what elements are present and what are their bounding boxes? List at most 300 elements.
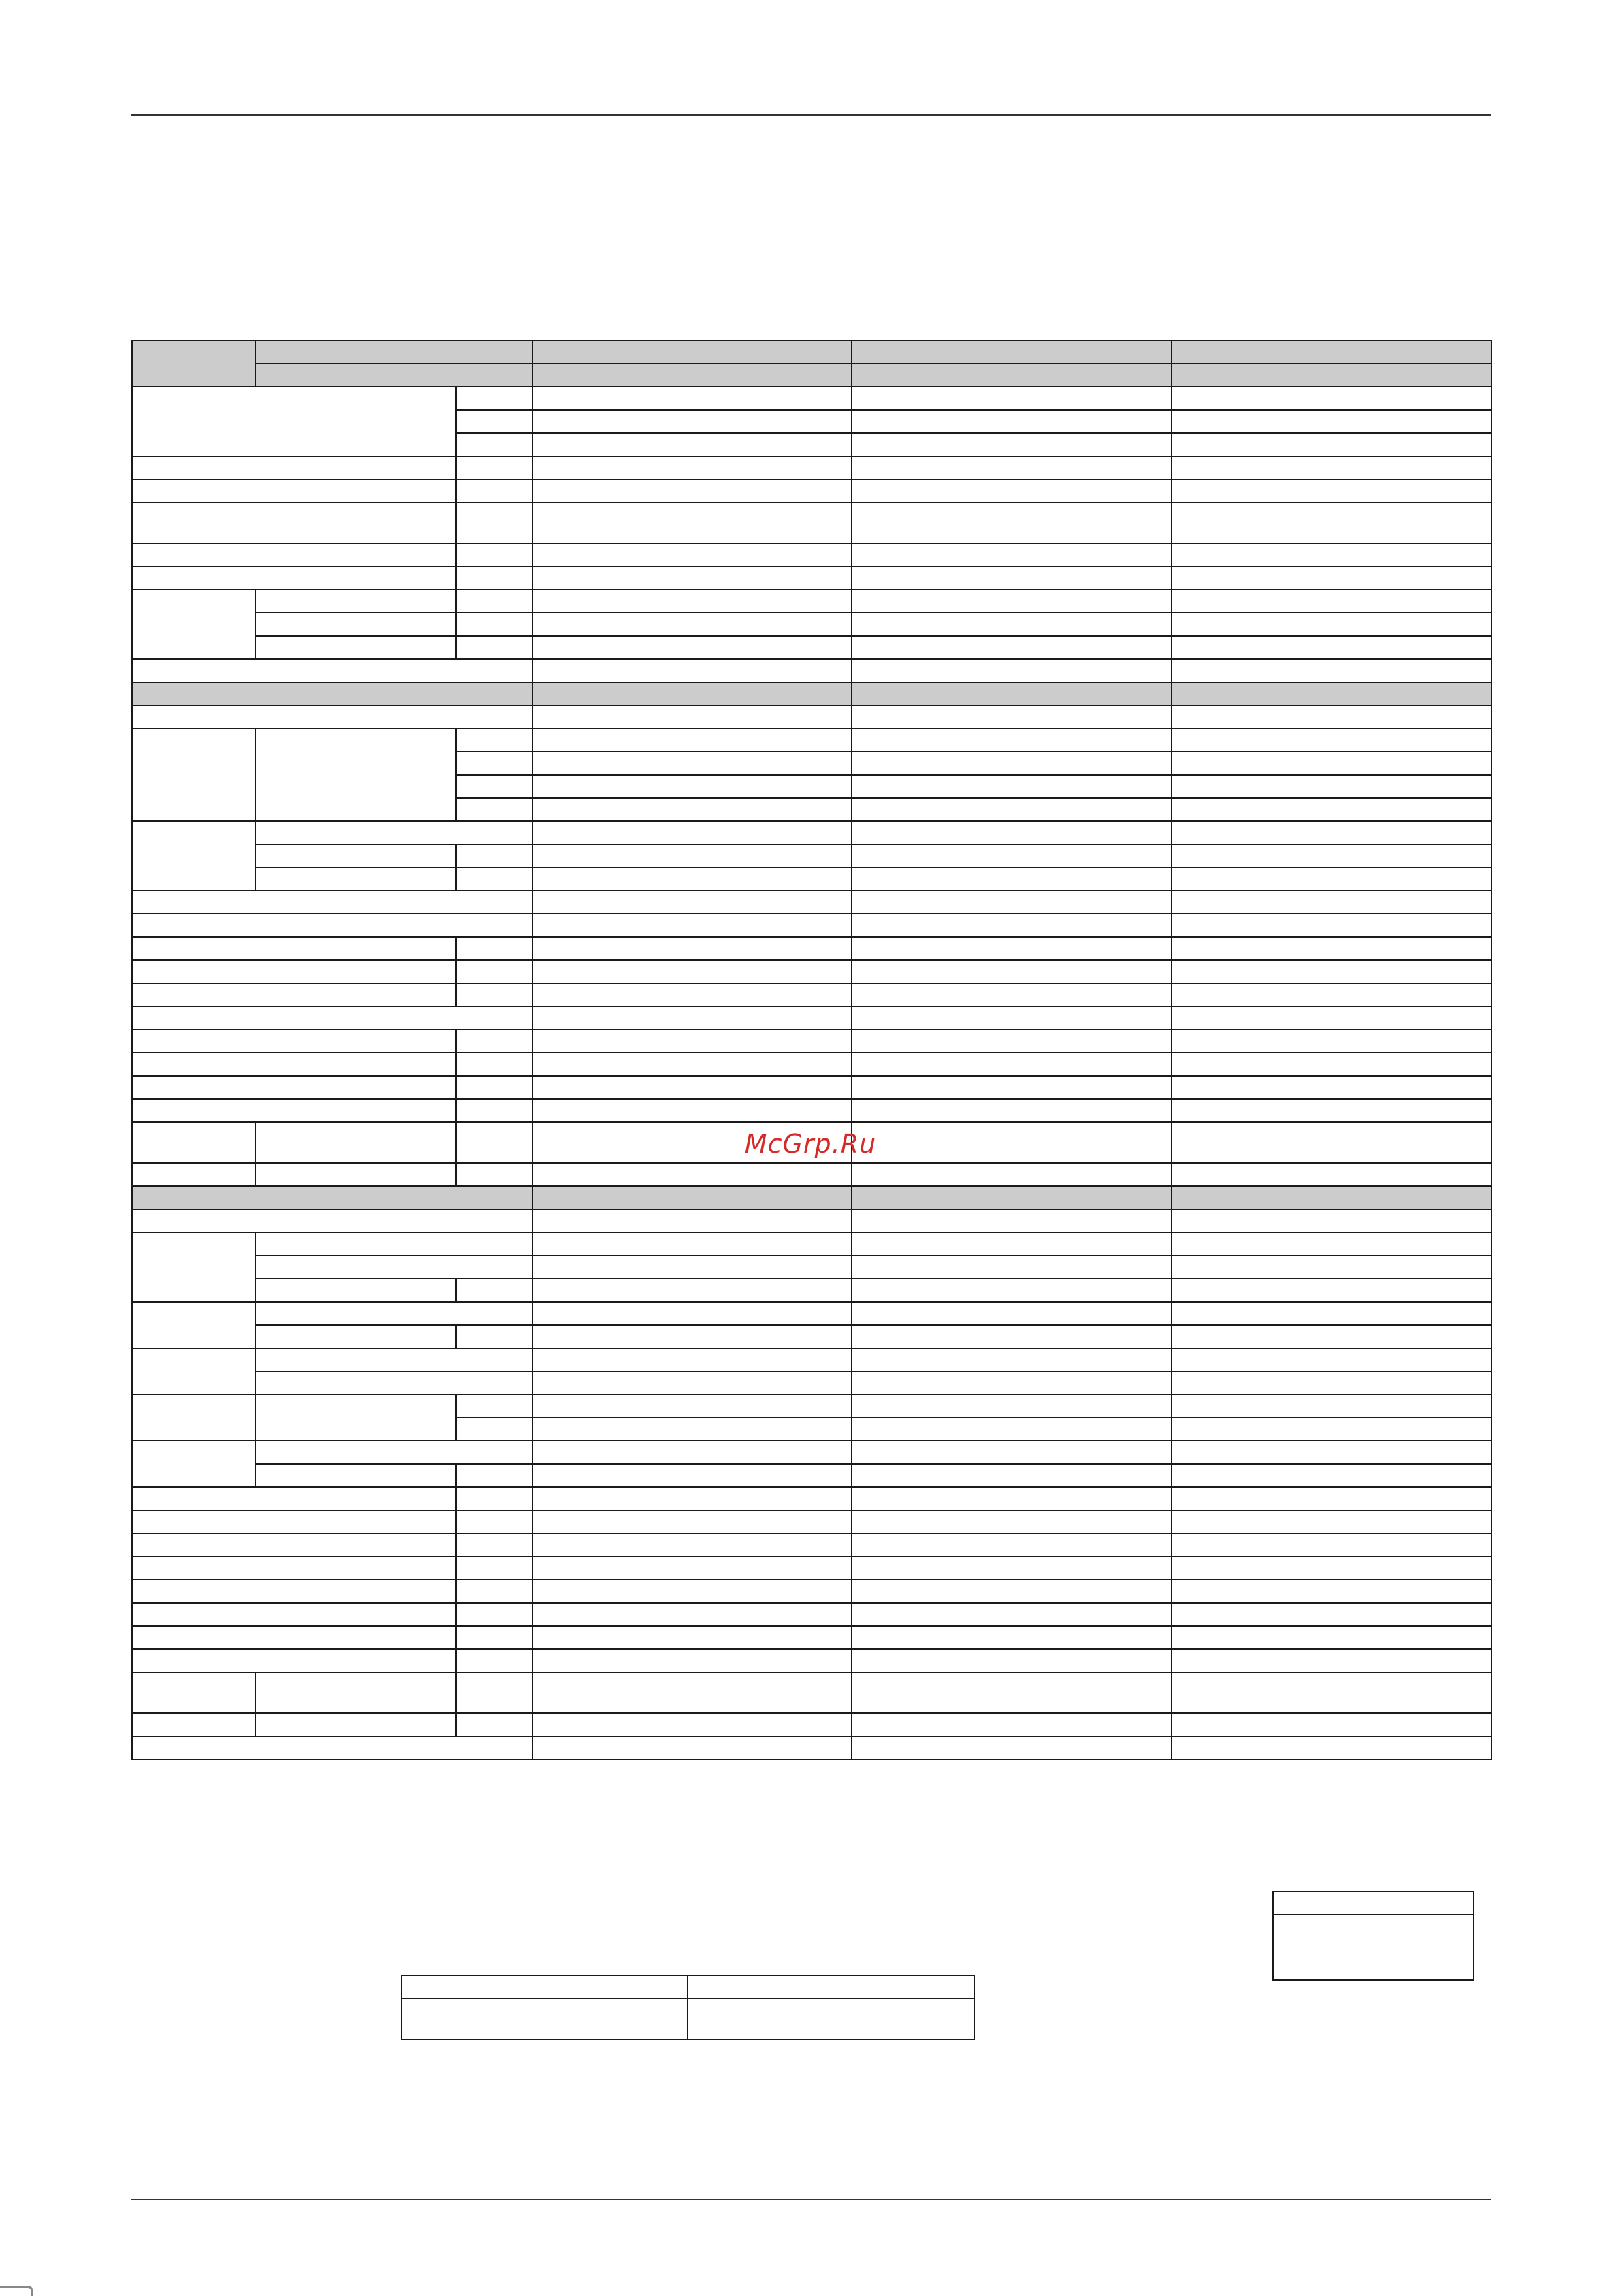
value-cell xyxy=(1172,1464,1492,1487)
value-cell xyxy=(532,844,852,867)
label-cell xyxy=(255,1256,532,1279)
value-cell xyxy=(1172,1232,1492,1256)
value-cell xyxy=(852,914,1172,937)
value-cell xyxy=(1172,914,1492,937)
value-cell xyxy=(1172,1510,1492,1533)
watermark-text: McGrp.Ru xyxy=(744,1129,877,1159)
model-header-cell xyxy=(1172,364,1492,387)
label-cell xyxy=(132,1099,456,1122)
label-cell xyxy=(132,1487,456,1510)
unit-cell xyxy=(456,1557,532,1580)
value-cell xyxy=(852,613,1172,636)
table-row xyxy=(132,387,1492,410)
group-cell xyxy=(132,1441,255,1487)
label-cell xyxy=(132,1557,456,1580)
table-row xyxy=(132,960,1492,983)
table-row xyxy=(132,1603,1492,1626)
table-row xyxy=(132,1557,1492,1580)
value-cell xyxy=(532,775,852,798)
table-row xyxy=(402,1998,974,2039)
value-cell xyxy=(532,456,852,479)
table-row xyxy=(132,479,1492,503)
group-cell xyxy=(132,1672,255,1713)
table-row xyxy=(132,1279,1492,1302)
table-row xyxy=(132,456,1492,479)
value-cell xyxy=(532,1099,852,1122)
value-cell xyxy=(532,960,852,983)
value-cell xyxy=(1172,1030,1492,1053)
section-header-cell xyxy=(532,1186,852,1209)
value-cell xyxy=(1172,1163,1492,1186)
label-cell xyxy=(132,960,456,983)
value-cell xyxy=(852,1256,1172,1279)
header-rule xyxy=(131,114,1491,116)
value-cell xyxy=(852,659,1172,682)
header-cell xyxy=(255,340,532,364)
unit-cell xyxy=(456,1279,532,1302)
value-cell xyxy=(1172,636,1492,659)
value-cell xyxy=(1172,543,1492,567)
value-cell xyxy=(1172,729,1492,752)
label-cell xyxy=(255,590,456,613)
value-cell xyxy=(532,387,852,410)
table-row xyxy=(132,590,1492,613)
value-cell xyxy=(532,752,852,775)
header-cell xyxy=(255,364,532,387)
unit-cell xyxy=(456,1325,532,1348)
value-cell xyxy=(852,1649,1172,1672)
value-cell xyxy=(852,1030,1172,1053)
table-row xyxy=(132,1099,1492,1122)
unit-cell xyxy=(456,937,532,960)
section-header-cell xyxy=(132,682,532,705)
value-cell xyxy=(532,1736,852,1759)
value-cell xyxy=(852,1076,1172,1099)
table-row xyxy=(132,1736,1492,1759)
value-cell xyxy=(532,613,852,636)
value-cell xyxy=(852,867,1172,891)
value-cell xyxy=(852,1394,1172,1418)
value-cell xyxy=(852,1325,1172,1348)
table-row xyxy=(132,613,1492,636)
value-cell xyxy=(1172,1099,1492,1122)
value-cell xyxy=(852,752,1172,775)
unit-cell xyxy=(456,775,532,798)
value-cell xyxy=(532,867,852,891)
value-cell xyxy=(532,914,852,937)
unit-cell xyxy=(456,1672,532,1713)
unit-cell xyxy=(456,1603,532,1626)
unit-cell xyxy=(456,1099,532,1122)
label-cell xyxy=(255,1672,456,1713)
value-cell xyxy=(1172,1394,1492,1418)
value-cell xyxy=(532,1510,852,1533)
table-row xyxy=(132,821,1492,844)
value-cell xyxy=(1172,1209,1492,1232)
value-cell xyxy=(1172,433,1492,456)
table-row xyxy=(132,1006,1492,1030)
unit-cell xyxy=(456,1418,532,1441)
section-header-row xyxy=(132,682,1492,705)
value-cell xyxy=(1172,1302,1492,1325)
value-cell xyxy=(532,705,852,729)
group-cell xyxy=(132,1302,255,1348)
value-cell xyxy=(1172,590,1492,613)
table-row xyxy=(132,1649,1492,1672)
unit-cell xyxy=(456,1649,532,1672)
label-cell xyxy=(255,1394,456,1441)
unit-cell xyxy=(456,456,532,479)
unit-cell xyxy=(456,479,532,503)
value-cell xyxy=(852,1163,1172,1186)
value-cell xyxy=(1172,1649,1492,1672)
value-cell xyxy=(852,1279,1172,1302)
label-cell xyxy=(132,1006,532,1030)
value-cell xyxy=(852,844,1172,867)
label-cell xyxy=(132,1603,456,1626)
unit-cell xyxy=(456,752,532,775)
label-cell xyxy=(132,983,456,1006)
value-cell xyxy=(852,1713,1172,1736)
value-cell xyxy=(852,636,1172,659)
value-cell xyxy=(1172,844,1492,867)
table-row xyxy=(132,1441,1492,1464)
value-cell xyxy=(1172,1713,1492,1736)
value-cell xyxy=(852,433,1172,456)
unit-cell xyxy=(456,1030,532,1053)
value-cell xyxy=(532,503,852,543)
value-cell xyxy=(532,479,852,503)
group-cell xyxy=(132,1348,255,1394)
label-cell xyxy=(255,613,456,636)
value-cell xyxy=(1172,1557,1492,1580)
value-cell xyxy=(532,1603,852,1626)
aux-header-cell xyxy=(402,1975,688,1998)
value-cell xyxy=(852,1232,1172,1256)
corner-header-cell xyxy=(132,340,255,387)
value-cell xyxy=(532,729,852,752)
value-cell xyxy=(852,821,1172,844)
label-cell xyxy=(132,479,456,503)
value-cell xyxy=(532,1418,852,1441)
group-cell xyxy=(132,821,255,891)
value-cell xyxy=(1172,1418,1492,1441)
value-cell xyxy=(1172,1626,1492,1649)
value-cell xyxy=(532,1487,852,1510)
value-cell xyxy=(532,410,852,433)
table-row xyxy=(132,1232,1492,1256)
value-cell xyxy=(532,821,852,844)
value-cell xyxy=(852,1487,1172,1510)
label-cell xyxy=(132,914,532,937)
table-row xyxy=(132,1053,1492,1076)
unit-cell xyxy=(456,567,532,590)
value-cell xyxy=(532,636,852,659)
value-cell xyxy=(532,659,852,682)
value-cell xyxy=(1172,705,1492,729)
table-row xyxy=(132,1487,1492,1510)
unit-cell xyxy=(456,1076,532,1099)
value-cell xyxy=(852,1672,1172,1713)
table-row xyxy=(132,729,1492,752)
value-cell xyxy=(532,1256,852,1279)
label-cell xyxy=(132,891,532,914)
label-cell xyxy=(132,1030,456,1053)
box-value-cell xyxy=(1273,1915,1473,1980)
label-cell xyxy=(255,1464,456,1487)
value-cell xyxy=(852,567,1172,590)
label-cell xyxy=(132,1533,456,1557)
value-cell xyxy=(852,705,1172,729)
unit-cell xyxy=(456,503,532,543)
table-row xyxy=(132,1348,1492,1371)
table-row xyxy=(132,1209,1492,1232)
label-cell xyxy=(132,1736,532,1759)
value-cell xyxy=(532,1053,852,1076)
label-cell xyxy=(255,636,456,659)
unit-cell xyxy=(456,1510,532,1533)
table-row xyxy=(132,503,1492,543)
value-cell xyxy=(532,937,852,960)
value-cell xyxy=(532,1533,852,1557)
aux-header-cell xyxy=(688,1975,974,1998)
table-row xyxy=(132,1626,1492,1649)
value-cell xyxy=(532,1232,852,1256)
value-cell xyxy=(852,1348,1172,1371)
group-cell xyxy=(132,1163,255,1186)
group-cell xyxy=(132,729,255,821)
table-row xyxy=(132,1076,1492,1099)
unit-cell xyxy=(456,1464,532,1487)
value-cell xyxy=(532,1302,852,1325)
group-cell xyxy=(132,1713,255,1736)
value-cell xyxy=(852,1510,1172,1533)
value-cell xyxy=(1172,1325,1492,1348)
value-cell xyxy=(1172,752,1492,775)
value-cell xyxy=(852,503,1172,543)
value-cell xyxy=(1172,1076,1492,1099)
value-cell xyxy=(852,456,1172,479)
value-cell xyxy=(1172,503,1492,543)
label-cell xyxy=(255,1441,532,1464)
unit-cell xyxy=(456,983,532,1006)
model-header-cell xyxy=(852,340,1172,364)
value-cell xyxy=(1172,1279,1492,1302)
label-cell xyxy=(255,821,532,844)
unit-cell xyxy=(456,1487,532,1510)
value-cell xyxy=(532,1649,852,1672)
label-cell xyxy=(255,1279,456,1302)
table-row xyxy=(132,1510,1492,1533)
value-cell xyxy=(532,1006,852,1030)
value-cell xyxy=(532,1580,852,1603)
value-cell xyxy=(852,775,1172,798)
value-cell xyxy=(852,1209,1172,1232)
value-cell xyxy=(532,1371,852,1394)
value-cell xyxy=(1172,1533,1492,1557)
table-row xyxy=(132,1394,1492,1418)
value-cell xyxy=(852,590,1172,613)
table-row xyxy=(132,1302,1492,1325)
value-cell xyxy=(852,1099,1172,1122)
label-cell xyxy=(255,1348,532,1371)
model-header-cell xyxy=(1172,340,1492,364)
model-header-cell xyxy=(532,340,852,364)
section-header-cell xyxy=(1172,682,1492,705)
table-row xyxy=(132,1672,1492,1713)
value-cell xyxy=(532,1672,852,1713)
table-row xyxy=(132,1464,1492,1487)
value-cell xyxy=(532,1394,852,1418)
label-cell xyxy=(132,1626,456,1649)
value-cell xyxy=(532,1441,852,1464)
table-row xyxy=(132,364,1492,387)
unit-cell xyxy=(456,543,532,567)
value-cell xyxy=(532,1163,852,1186)
value-cell xyxy=(532,433,852,456)
value-cell xyxy=(852,1557,1172,1580)
value-cell xyxy=(852,729,1172,752)
unit-cell xyxy=(456,1580,532,1603)
unit-cell xyxy=(456,1163,532,1186)
unit-cell xyxy=(456,387,532,410)
value-cell xyxy=(1172,1603,1492,1626)
spec-table xyxy=(131,340,1492,1760)
label-cell xyxy=(132,1580,456,1603)
model-header-cell xyxy=(852,364,1172,387)
value-cell xyxy=(1172,1736,1492,1759)
value-cell xyxy=(532,567,852,590)
group-cell xyxy=(132,1232,255,1302)
box-header-cell xyxy=(1273,1892,1473,1915)
value-cell xyxy=(1172,1053,1492,1076)
aux-value-cell xyxy=(402,1998,688,2039)
unit-cell xyxy=(456,1626,532,1649)
table-row xyxy=(132,844,1492,867)
table-row xyxy=(132,914,1492,937)
table-row xyxy=(132,636,1492,659)
box-table xyxy=(1272,1891,1474,1981)
label-cell xyxy=(255,1302,532,1325)
value-cell xyxy=(532,590,852,613)
value-cell xyxy=(852,1302,1172,1325)
table-row xyxy=(1273,1892,1473,1915)
value-cell xyxy=(852,1580,1172,1603)
value-cell xyxy=(1172,479,1492,503)
value-cell xyxy=(1172,983,1492,1006)
value-cell xyxy=(852,1006,1172,1030)
table-row xyxy=(132,567,1492,590)
value-cell xyxy=(532,1557,852,1580)
table-row xyxy=(132,937,1492,960)
value-cell xyxy=(1172,798,1492,821)
aux-table xyxy=(401,1975,975,2040)
value-cell xyxy=(532,1713,852,1736)
label-cell xyxy=(255,1325,456,1348)
value-cell xyxy=(852,543,1172,567)
value-cell xyxy=(852,1533,1172,1557)
unit-cell xyxy=(456,1394,532,1418)
value-cell xyxy=(1172,1580,1492,1603)
value-cell xyxy=(1172,1672,1492,1713)
value-cell xyxy=(532,983,852,1006)
unit-cell xyxy=(456,1713,532,1736)
table-row xyxy=(132,1325,1492,1348)
value-cell xyxy=(852,479,1172,503)
value-cell xyxy=(1172,410,1492,433)
value-cell xyxy=(1172,613,1492,636)
unit-cell xyxy=(456,1053,532,1076)
table-row xyxy=(132,1533,1492,1557)
section-header-cell xyxy=(852,1186,1172,1209)
aux-value-cell xyxy=(688,1998,974,2039)
unit-cell xyxy=(456,590,532,613)
section-header-cell xyxy=(1172,1186,1492,1209)
label-cell xyxy=(255,867,456,891)
value-cell xyxy=(532,1626,852,1649)
value-cell xyxy=(852,1603,1172,1626)
value-cell xyxy=(532,1279,852,1302)
unit-cell xyxy=(456,613,532,636)
value-cell xyxy=(852,1441,1172,1464)
label-cell xyxy=(132,1076,456,1099)
label-cell xyxy=(255,1163,456,1186)
section-header-cell xyxy=(132,1186,532,1209)
table-row xyxy=(132,705,1492,729)
unit-cell xyxy=(456,636,532,659)
label-cell xyxy=(255,1371,532,1394)
value-cell xyxy=(532,1464,852,1487)
value-cell xyxy=(852,798,1172,821)
label-cell xyxy=(132,705,532,729)
model-header-cell xyxy=(532,364,852,387)
value-cell xyxy=(1172,821,1492,844)
unit-cell xyxy=(456,1533,532,1557)
value-cell xyxy=(1172,1441,1492,1464)
value-cell xyxy=(1172,960,1492,983)
section-header-cell xyxy=(532,682,852,705)
table-row xyxy=(132,1713,1492,1736)
label-cell xyxy=(132,1053,456,1076)
section-header-row xyxy=(132,1186,1492,1209)
value-cell xyxy=(1172,456,1492,479)
table-row xyxy=(132,891,1492,914)
value-cell xyxy=(852,937,1172,960)
value-cell xyxy=(852,387,1172,410)
unit-cell xyxy=(456,844,532,867)
value-cell xyxy=(852,1418,1172,1441)
unit-cell xyxy=(456,729,532,752)
table-row xyxy=(402,1975,974,1998)
value-cell xyxy=(532,1348,852,1371)
label-cell xyxy=(132,1209,532,1232)
value-cell xyxy=(852,983,1172,1006)
table-row xyxy=(1273,1915,1473,1980)
table-row xyxy=(132,1371,1492,1394)
value-cell xyxy=(852,1053,1172,1076)
value-cell xyxy=(852,960,1172,983)
value-cell xyxy=(1172,937,1492,960)
label-cell xyxy=(255,1713,456,1736)
value-cell xyxy=(1172,1371,1492,1394)
value-cell xyxy=(532,891,852,914)
label-cell xyxy=(132,503,456,543)
value-cell xyxy=(1172,891,1492,914)
value-cell xyxy=(532,1076,852,1099)
label-cell xyxy=(132,659,532,682)
table-row xyxy=(132,543,1492,567)
table-row xyxy=(132,1163,1492,1186)
